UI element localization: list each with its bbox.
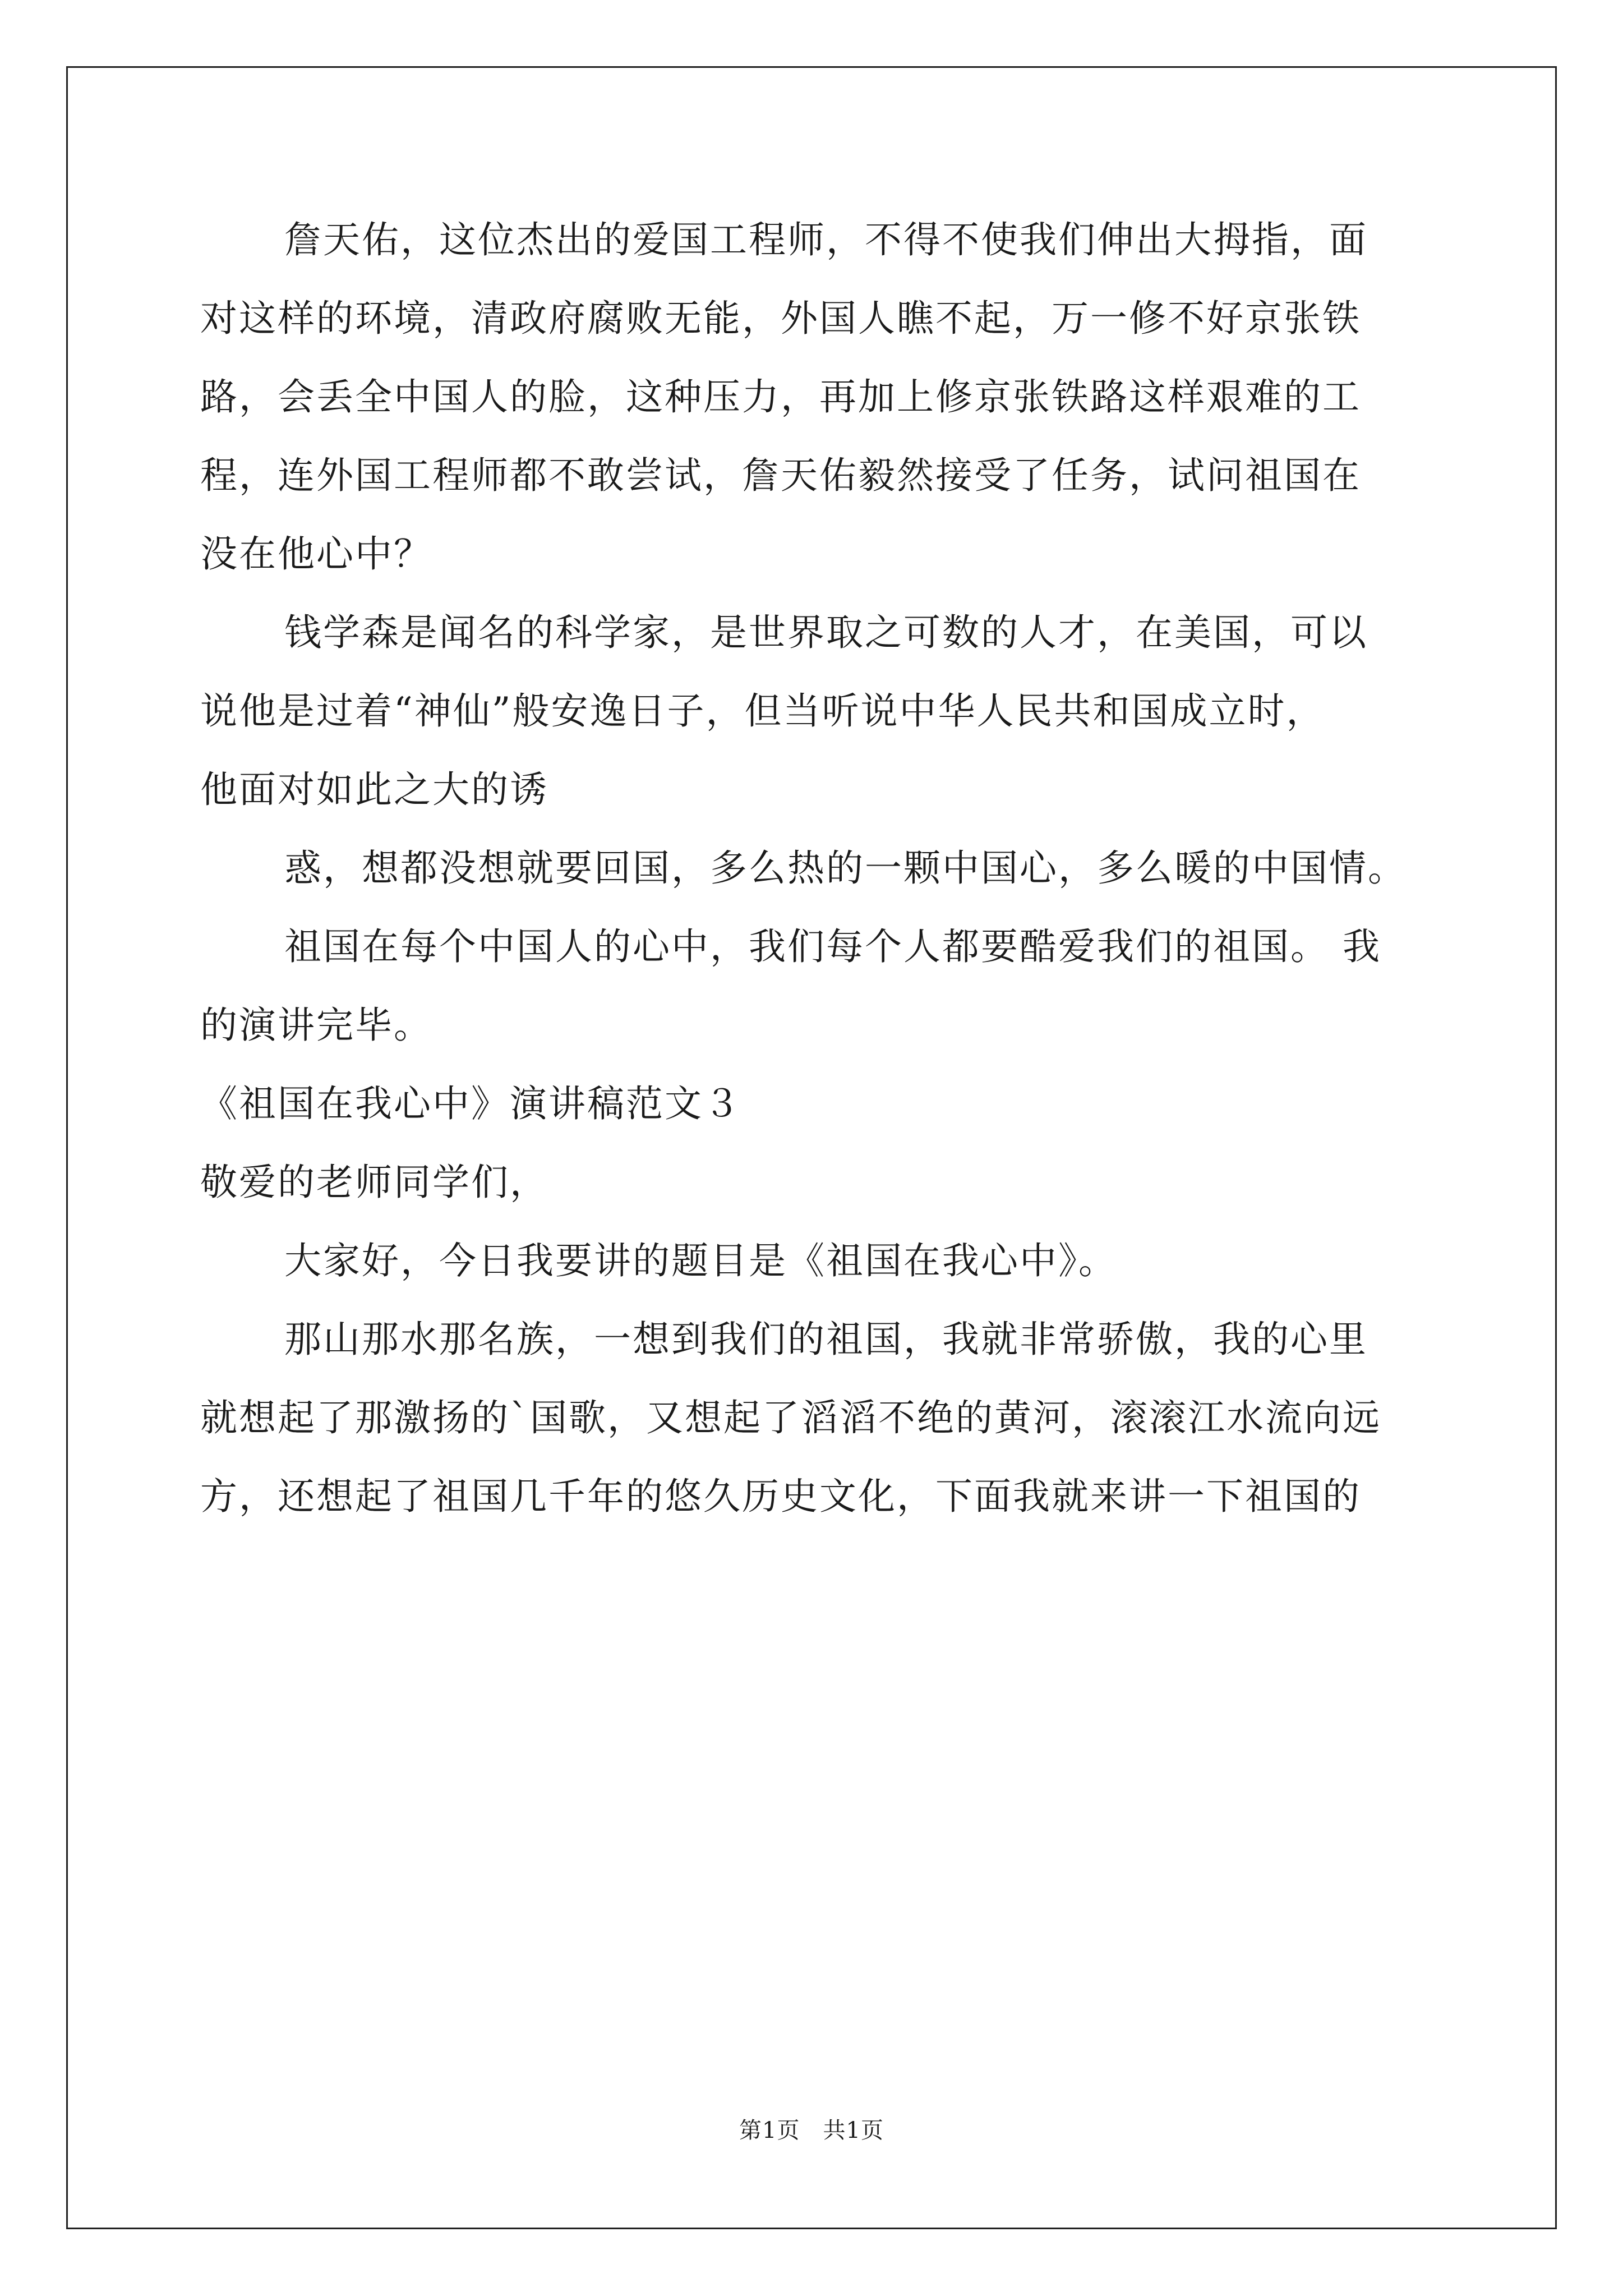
section-heading: 《祖国在我心中》演讲稿范文３	[200, 1082, 742, 1125]
paragraph-line: 他面对如此之大的诱	[200, 768, 548, 811]
paragraph-line: 钱学森是闻名的科学家，是世界取之可数的人才，在美国，可以	[284, 611, 1368, 654]
paragraph-line: 路，会丢全中国人的脸，这种压力，再加上修京张铁路这样艰难的工	[200, 375, 1361, 418]
paragraph-line: 没在他心中？	[200, 532, 432, 576]
page-number-footer: 第1页 共1页	[739, 2118, 884, 2143]
paragraph-line: 惑，想都没想就要回国，多么热的一颗中国心，多么暖的中国情。	[284, 846, 1407, 890]
paragraph-line: 的演讲完毕。	[200, 1004, 432, 1047]
paragraph-line: 詹天佑，这位杰出的爱国工程师，不得不使我们伸出大拇指，面	[284, 218, 1368, 261]
paragraph-line: 说他是过着“神仙”般安逸日子，但当听说中华人民共和国成立时，	[200, 689, 1325, 733]
paragraph-line: 就想起了那激扬的`国歌，又想起了滔滔不绝的黄河，滚滚江水流向远	[200, 1396, 1381, 1439]
paragraph-line: 那山那水那名族，一想到我们的祖国，我就非常骄傲，我的心里	[284, 1318, 1368, 1361]
paragraph-line: 对这样的环境，清政府腐败无能，外国人瞧不起，万一修不好京张铁	[200, 297, 1361, 340]
paragraph-line: 大家好，今日我要讲的题目是《祖国在我心中》。	[284, 1239, 1117, 1282]
paragraph-line: 祖国在每个中国人的心中，我们每个人都要酷爱我们的祖国。 我	[284, 925, 1381, 968]
paragraph-line: 程，连外国工程师都不敢尝试，詹天佑毅然接受了任务，试问祖国在	[200, 454, 1361, 497]
paragraph-line: 方，还想起了祖国几千年的悠久历史文化，下面我就来讲一下祖国的	[200, 1475, 1361, 1518]
salutation: 敬爱的老师同学们，	[200, 1161, 548, 1204]
